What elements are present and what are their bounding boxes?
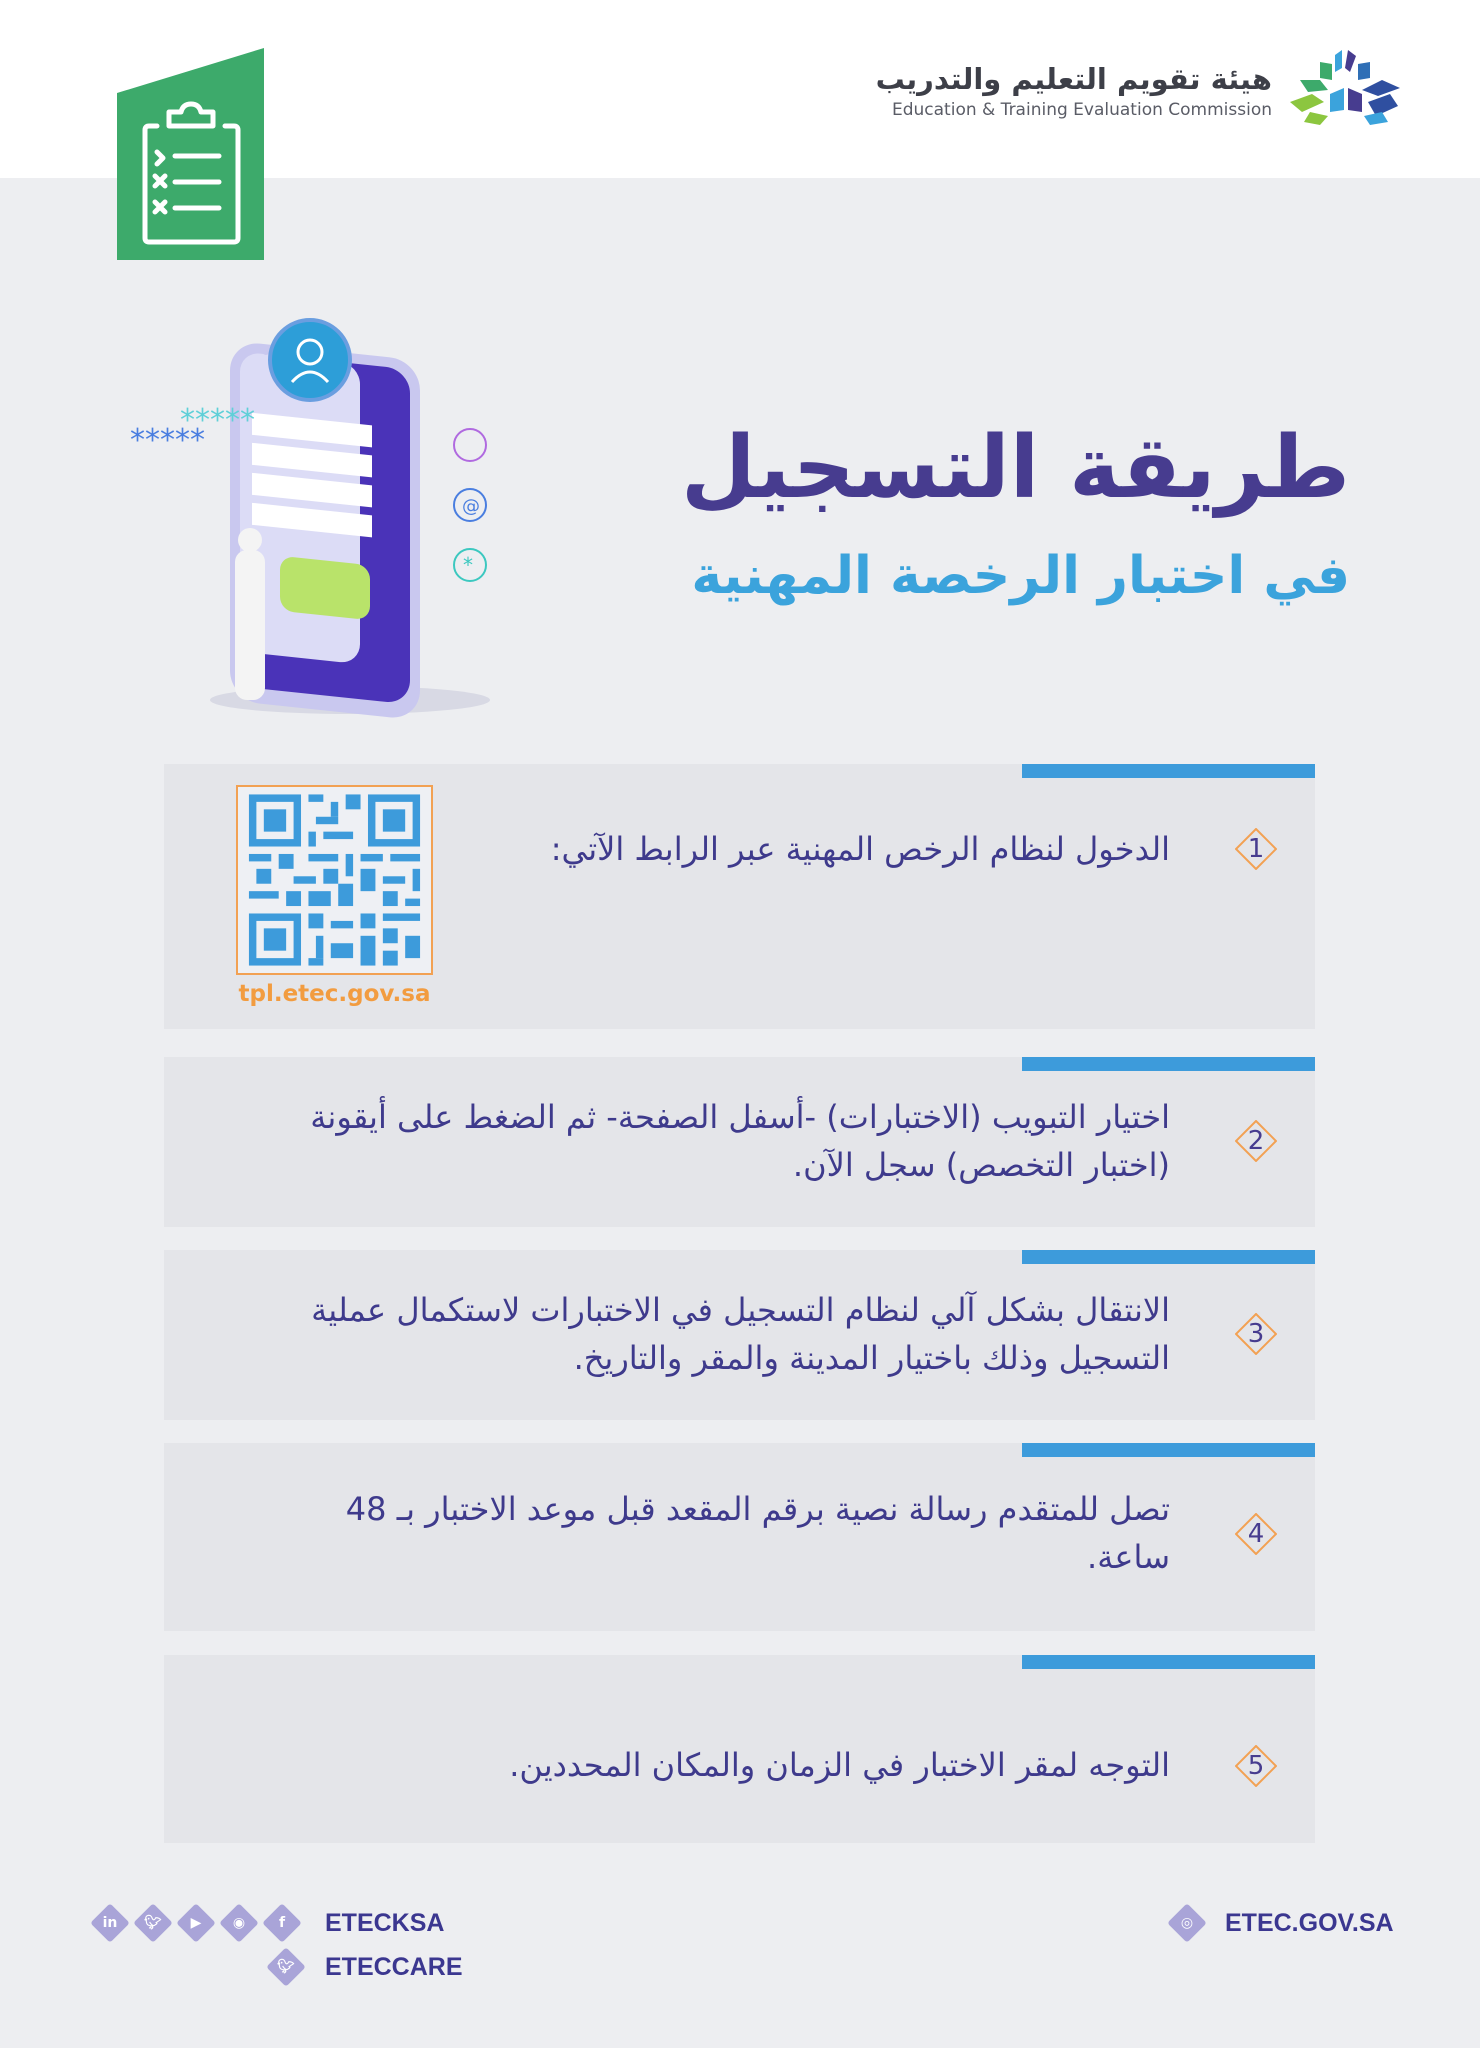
step-text: تصل للمتقدم رسالة نصية برقم المقعد قبل موعد الاختبار بـ 48 ساعة. bbox=[345, 1490, 1170, 1576]
step-3-card bbox=[164, 1250, 1315, 1420]
step-number-badge bbox=[1235, 1513, 1277, 1555]
instagram-icon[interactable]: ◉ bbox=[219, 1903, 259, 1943]
step-text: الانتقال بشكل آلي لنظام التسجيل في الاختبارات لاستكمال عملية التسجيل وذلك باختيار المدينة والمقر والتاريخ. bbox=[311, 1291, 1170, 1377]
qr-code[interactable] bbox=[236, 785, 433, 975]
step-accent-bar bbox=[1022, 1655, 1315, 1669]
twitter-icon[interactable]: 🐦︎ bbox=[133, 1903, 173, 1943]
page-title: طريقة التسجيل bbox=[680, 418, 1350, 518]
step-number: 1 bbox=[1247, 834, 1265, 864]
step-accent-bar bbox=[1022, 1250, 1315, 1264]
social-handle-care[interactable]: ETECCARE bbox=[325, 1953, 463, 1981]
step-number-badge bbox=[1235, 1313, 1277, 1355]
globe-icon: ◎ bbox=[1167, 1903, 1207, 1943]
step-number: 5 bbox=[1247, 1751, 1265, 1781]
step-number-badge bbox=[1235, 1120, 1277, 1162]
svg-text:@: @ bbox=[462, 496, 480, 517]
step-4-card bbox=[164, 1443, 1315, 1631]
step-text: الدخول لنظام الرخص المهنية عبر الرابط الآتي: bbox=[550, 830, 1170, 868]
step-number: 2 bbox=[1247, 1126, 1265, 1156]
qr-url-link[interactable]: tpl.etec.gov.sa bbox=[238, 981, 431, 1007]
org-name-english: Education & Training Evaluation Commission bbox=[891, 100, 1272, 120]
step-accent-bar bbox=[1022, 1057, 1315, 1071]
svg-text:*****: ***** bbox=[180, 403, 255, 438]
registration-phone-illustration bbox=[130, 300, 530, 720]
step-5-card bbox=[164, 1655, 1315, 1843]
facebook-icon[interactable]: f bbox=[262, 1903, 302, 1943]
qr-code-icon bbox=[238, 787, 431, 973]
step-accent-bar bbox=[1022, 1443, 1315, 1457]
step-number-badge bbox=[1235, 828, 1277, 870]
step-1-card bbox=[164, 764, 1315, 1029]
twitter-care-icon[interactable]: 🐦︎ bbox=[266, 1947, 306, 1987]
step-text: اختيار التبويب (الاختبارات) -أسفل الصفحة- ثم الضغط على أيقونة (اختبار التخصص) سجل الآن. bbox=[310, 1098, 1170, 1184]
step-text: التوجه لمقر الاختبار في الزمان والمكان المحددين. bbox=[509, 1746, 1170, 1784]
checklist-clipboard-icon bbox=[117, 48, 264, 260]
step-number: 3 bbox=[1247, 1319, 1265, 1349]
step-2-card bbox=[164, 1057, 1315, 1227]
social-handle-main[interactable]: ETECKSA bbox=[325, 1909, 445, 1937]
step-number-badge bbox=[1235, 1745, 1277, 1787]
etec-logo-icon bbox=[1290, 50, 1400, 125]
linkedin-icon[interactable]: in bbox=[90, 1903, 130, 1943]
page-subtitle: في اختبار الرخصة المهنية bbox=[691, 546, 1350, 606]
svg-text:*****: ***** bbox=[130, 423, 205, 458]
svg-text:*: * bbox=[463, 553, 473, 577]
youtube-icon[interactable]: ▶ bbox=[176, 1903, 216, 1943]
website-link[interactable]: ETEC.GOV.SA bbox=[1225, 1909, 1394, 1937]
step-accent-bar bbox=[1022, 764, 1315, 778]
step-number: 4 bbox=[1247, 1519, 1265, 1549]
org-name-arabic: هيئة تقويم التعليم والتدريب bbox=[875, 62, 1272, 96]
